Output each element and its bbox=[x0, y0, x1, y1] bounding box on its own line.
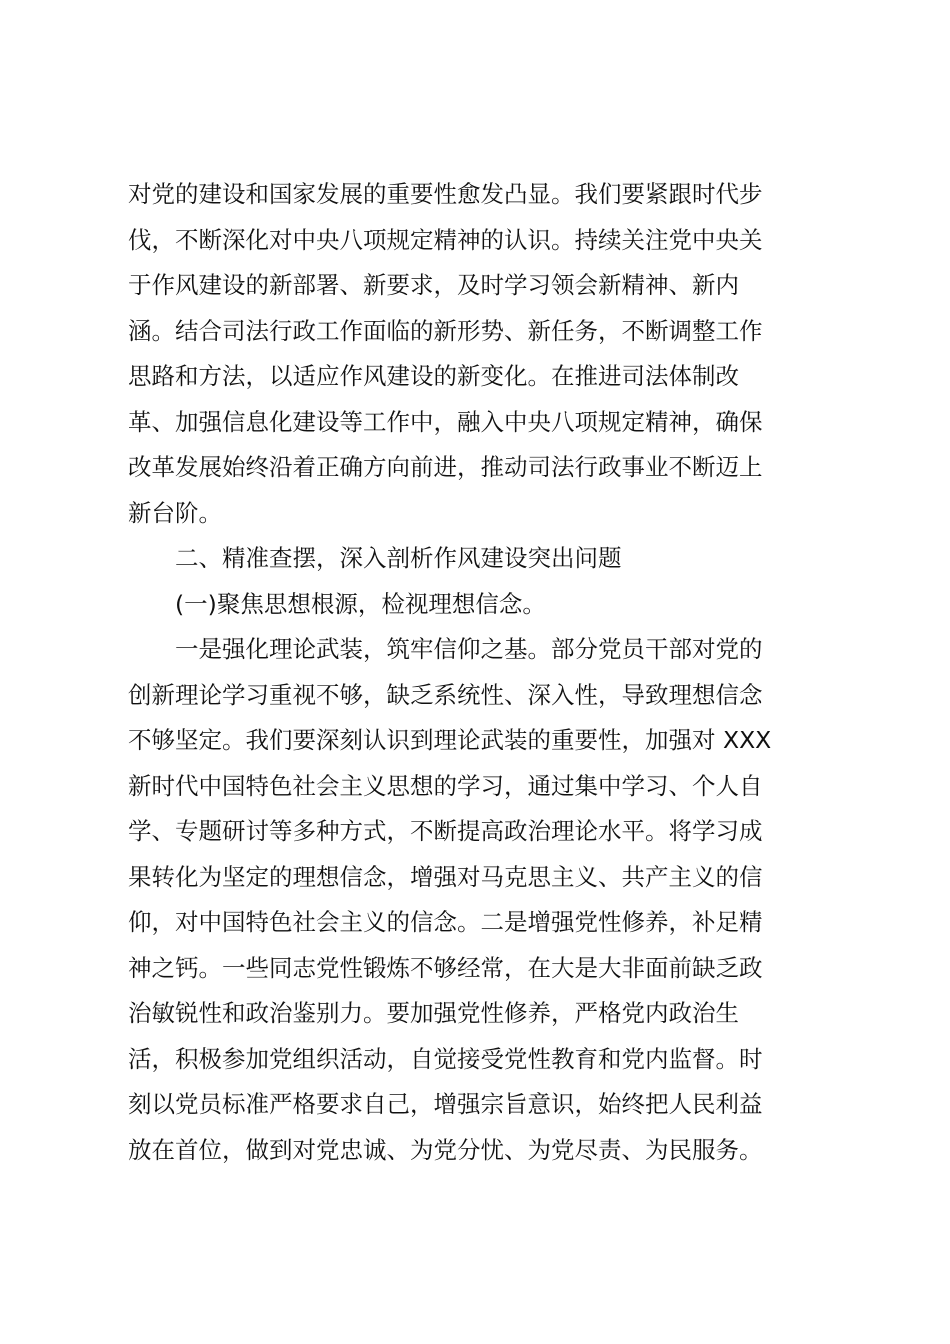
text-line: 治敏锐性和政治鉴别力。要加强党性修养，严格党内政治生 bbox=[128, 999, 739, 1027]
text-line: 革、加强信息化建设等工作中，融入中央八项规定精神，确保 bbox=[128, 407, 763, 436]
text-line: 一是强化理论武装，筑牢信仰之基。部分党员干部对党的 bbox=[175, 635, 763, 663]
text-line: 创新理论学习重视不够，缺乏系统性、深入性，导致理想信念 bbox=[128, 680, 763, 709]
text-line: 学、专题研讨等多种方式，不断提高政治理论水平。将学习成 bbox=[128, 817, 763, 845]
text-line: 于作风建设的新部署、新要求，及时学习领会新精神、新内 bbox=[128, 271, 739, 299]
text-line: 新台阶。 bbox=[128, 498, 222, 527]
text-line: 新时代中国特色社会主义思想的学习，通过集中学习、个人自 bbox=[128, 771, 763, 800]
text-line: 思路和方法，以适应作风建设的新变化。在推进司法体制改 bbox=[128, 362, 739, 390]
text-line: 神之钙。一些同志党性锻炼不够经常，在大是大非面前缺乏政 bbox=[128, 953, 763, 982]
text-line: 活，积极参加党组织活动，自觉接受党性教育和党内监督。时 bbox=[128, 1044, 763, 1073]
text-line: 刻以党员标准严格要求自己，增强宗旨意识，始终把人民利益 bbox=[128, 1090, 763, 1118]
text-line: 对党的建设和国家发展的重要性愈发凸显。我们要紧跟时代步 bbox=[128, 180, 763, 208]
text-line: 涵。结合司法行政工作面临的新形势、新任务，不断调整工作 bbox=[128, 316, 763, 345]
section-heading: 二、精准查摆，深入剖析作风建设突出问题 bbox=[175, 544, 622, 572]
text-line: 仰，对中国特色社会主义的信念。二是增强党性修养，补足精 bbox=[128, 908, 763, 936]
subsection-heading: (一)聚焦思想根源，检视理想信念。 bbox=[175, 589, 546, 618]
text-line: 伐，不断深化对中央八项规定精神的认识。持续关注党中央关 bbox=[128, 225, 763, 254]
text-line: 放在首位，做到对党忠诚、为党分忧、为党尽责、为民服务。 bbox=[128, 1135, 763, 1164]
body-text bbox=[128, 172, 828, 1173]
text-line: 不够坚定。我们要深刻认识到理论武装的重要性，加强对 XXX bbox=[128, 726, 772, 754]
text-line: 改革发展始终沿着正确方向前进，推动司法行政事业不断迈上 bbox=[128, 453, 763, 481]
text-line: 果转化为坚定的理想信念，增强对马克思主义、共产主义的信 bbox=[128, 862, 763, 891]
